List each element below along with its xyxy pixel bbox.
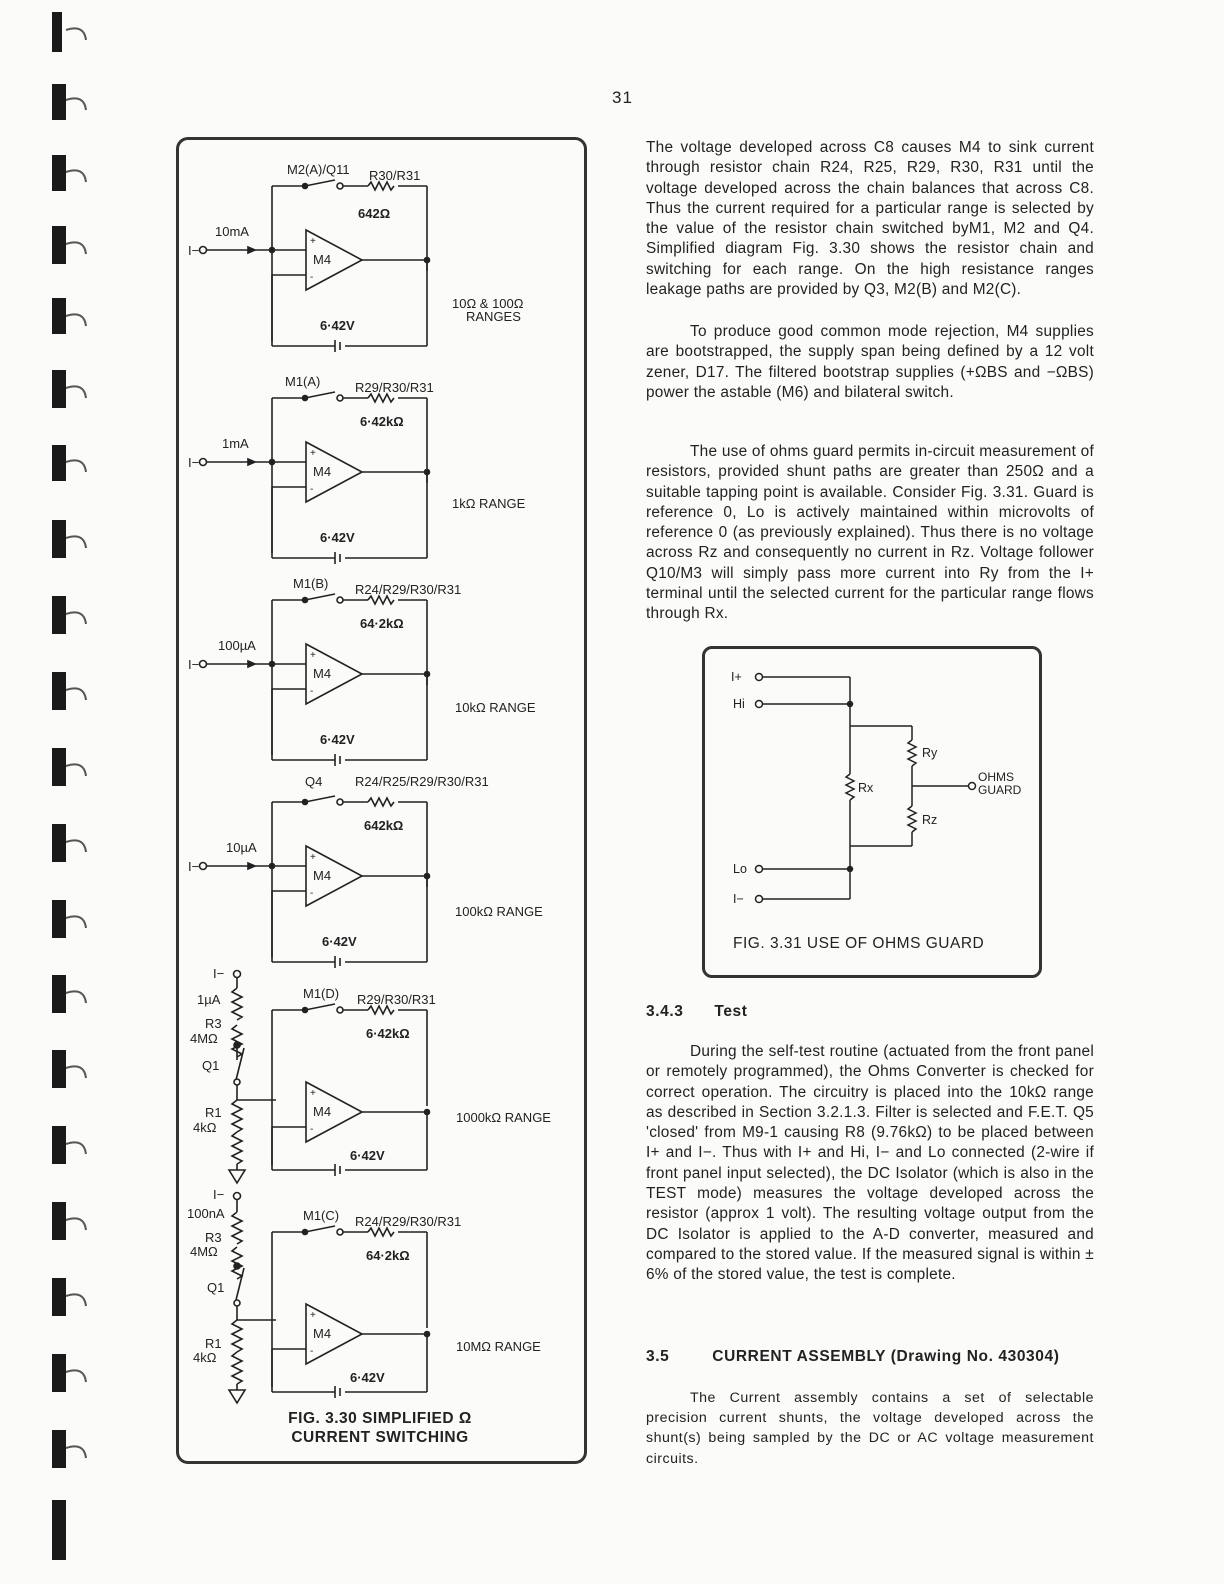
chain1-q1-label: Q1 xyxy=(202,1058,220,1073)
range-label: 100kΩ RANGE xyxy=(455,904,543,919)
op-amp-minus: - xyxy=(310,484,314,495)
range-label: 10MΩ RANGE xyxy=(456,1339,541,1354)
zener-voltage-label: 6·42V xyxy=(322,934,357,949)
guard-label-1: OHMS xyxy=(978,770,1014,784)
paragraph-current-assembly: The Current assembly contains a set of selectable precision current shunts, the voltage developed across the shunt(s) being sampled by the DC or AC voltage measurement circuits. xyxy=(646,1390,1094,1467)
chain2-q1-label: Q1 xyxy=(207,1280,225,1295)
section-number: 3.5 xyxy=(646,1348,670,1365)
paragraph-bootstrap: To produce good common mode rejection, M4 supplies are bootstrapped, the supply span being defined by a 12 volt zener, D17. The filtered bootstrap supplies (+ΩBS and −ΩBS) power the astable (M6) and bilateral switch. xyxy=(646,323,1094,401)
op-amp-label: M4 xyxy=(313,666,332,681)
section-3-4-3-heading xyxy=(646,1003,748,1021)
switch-label: M1(C) xyxy=(303,1208,340,1223)
resistor-chain xyxy=(368,1228,394,1236)
resistance-value: 64·2kΩ xyxy=(360,616,404,631)
range-label-2: RANGES xyxy=(466,309,521,324)
terminal-lo: Lo xyxy=(733,862,747,876)
op-amp-plus: + xyxy=(310,1310,316,1321)
op-amp-minus: - xyxy=(310,1346,314,1357)
chain1-r1-value: 4kΩ xyxy=(193,1120,217,1135)
resistor-ids-label: R24/R29/R30/R31 xyxy=(355,1214,462,1229)
input-terminal-label: I− xyxy=(188,657,200,672)
resistor-ids-label: R29/R30/R31 xyxy=(357,992,436,1007)
op-amp-label: M4 xyxy=(313,868,332,883)
resistor-ids-label: R24/R29/R30/R31 xyxy=(355,582,462,597)
switch-label: M1(D) xyxy=(303,986,340,1001)
chain1-terminal-label: I− xyxy=(213,966,225,981)
figure-3-31-caption: FIG. 3.31 USE OF OHMS GUARD xyxy=(733,935,985,952)
input-current-label: 10mA xyxy=(215,224,249,239)
resistor-rz-label: Rz xyxy=(922,813,938,827)
op-amp-label: M4 xyxy=(313,1104,332,1119)
chain1-r3-label: R3 xyxy=(205,1016,222,1031)
op-amp-label: M4 xyxy=(313,252,332,267)
terminal-hi: Hi xyxy=(733,697,745,711)
resistance-value: 642kΩ xyxy=(364,818,404,833)
input-terminal-label: I− xyxy=(188,859,200,874)
chain2-r1-label: R1 xyxy=(205,1336,222,1351)
input-terminal-label: I− xyxy=(188,455,200,470)
resistor-ids-label: R30/R31 xyxy=(369,168,421,183)
chain2-r1-value: 4kΩ xyxy=(193,1350,217,1365)
guard-label-2: GUARD xyxy=(978,783,1022,797)
op-amp-minus: - xyxy=(310,888,314,899)
resistor-ry-label: Ry xyxy=(922,746,938,760)
op-amp-minus: - xyxy=(310,686,314,697)
caption-line-2: CURRENT SWITCHING xyxy=(291,1429,469,1446)
zener-voltage-label: 6·42V xyxy=(320,318,355,333)
input-current-label: 10µA xyxy=(226,840,257,855)
section-number: 3.4.3 xyxy=(646,1003,684,1020)
chain1-current-label: 1µA xyxy=(197,992,221,1007)
resistor-ids-label: R24/R25/R29/R30/R31 xyxy=(355,774,489,789)
range-label: 10Ω & 100Ω xyxy=(452,296,524,311)
switch-pivot xyxy=(337,1007,343,1013)
range-label: 1kΩ RANGE xyxy=(452,496,526,511)
switch-label: M1(B) xyxy=(293,576,329,591)
section-3-5-heading xyxy=(646,1348,1059,1366)
figure-3-30-caption xyxy=(260,1409,500,1447)
paragraph-ohms-guard: The use of ohms guard permits in-circuit measurement of resistors, provided shunt paths are greater than 250Ω and a suitable tapping point is available. Consider Fig. 3.31. Guard is reference 0, Lo is actively maintained within microvolts of reference 0 (as previously explained). Thus there is no voltage across Rz and consequently no current in Rz. Voltage follower Q10/M3 will simply pass more current into Ry from the I+ terminal until the selected current for the particular range flows through Rx. xyxy=(646,443,1094,623)
range-label: 10kΩ RANGE xyxy=(455,700,536,715)
zener-voltage-label: 6·42V xyxy=(320,732,355,747)
op-amp-plus: + xyxy=(310,1088,316,1099)
zener-voltage-label: 6·42V xyxy=(350,1148,385,1163)
switch-pivot xyxy=(337,1229,343,1235)
op-amp-label: M4 xyxy=(313,464,332,479)
resistor-chain xyxy=(368,1006,394,1014)
terminal-i-plus: I+ xyxy=(731,670,742,684)
resistance-value: 6·42kΩ xyxy=(360,414,404,429)
resistance-value: 64·2kΩ xyxy=(366,1248,410,1263)
resistance-value: 6·42kΩ xyxy=(366,1026,410,1041)
range-label: 1000kΩ RANGE xyxy=(456,1110,551,1125)
section-title: CURRENT ASSEMBLY (Drawing No. 430304) xyxy=(712,1348,1060,1365)
zener-voltage-label: 6·42V xyxy=(350,1370,385,1385)
op-amp-label: M4 xyxy=(313,1326,332,1341)
terminal-i-minus: I− xyxy=(733,892,744,906)
input-terminal-label: I− xyxy=(188,243,200,258)
current-source-chain-1 xyxy=(229,971,276,1184)
chain2-r3-value: 4MΩ xyxy=(190,1244,218,1259)
chain1-r3-value: 4MΩ xyxy=(190,1031,218,1046)
chain2-r3-label: R3 xyxy=(205,1230,222,1245)
resistor-rx-label: Rx xyxy=(858,781,874,795)
chain2-terminal-label: I− xyxy=(213,1187,225,1202)
input-current-label: 1mA xyxy=(222,436,249,451)
op-amp-minus: - xyxy=(310,1124,314,1135)
op-amp-plus: + xyxy=(310,650,316,661)
section-title: Test xyxy=(714,1003,748,1020)
switch-label: M2(A)/Q11 xyxy=(287,162,350,177)
current-source-chain-2 xyxy=(229,1193,276,1404)
zener-voltage-label: 6·42V xyxy=(320,530,355,545)
chain2-current-label: 100nA xyxy=(187,1206,225,1221)
paragraph-voltage: The voltage developed across C8 causes M4 to sink current through resistor chain R24, R25, R29, R30, R31 until the voltage developed across the chain balances that across C8. Thus the current required for a particular range is selected by the value of the resistor chain switched byM1, M2 and Q4. Simplified diagram Fig. 3.30 shows the resistor chain and switching for each range. On the high resistance ranges leakage paths are provided by Q3, M2(B) and M2(C). xyxy=(646,139,1094,299)
resistor-ids-label: R29/R30/R31 xyxy=(355,380,434,395)
input-current-label: 100µA xyxy=(218,638,256,653)
paragraph-self-test: During the self-test routine (actuated from the front panel or remotely programmed), the Ohms Converter is checked for correct operation. The circuitry is placed into the 10kΩ range as described in Section 3.2.1.3. Filter is selected and F.E.T. Q5 'closed' from M9-1 causing R8 (9.76kΩ) to be placed between I+ and I−. Thus with I+ and Hi, I− and Lo connected (2-wire if front panel input selected), the DC Isolator (which is also in the TEST mode) measures the voltage developed across the resistor (approx 1 volt). The resulting voltage output from the DC Isolator is applied to the A-D converter, measured and compared to the stored value. If the measured signal is within ± 6% of the stored value, the test is complete. xyxy=(646,1043,1094,1284)
resistance-value: 642Ω xyxy=(358,206,391,221)
page-number: 31 xyxy=(612,88,633,107)
chain1-r1-label: R1 xyxy=(205,1105,222,1120)
op-amp-plus: + xyxy=(310,852,316,863)
switch-label: Q4 xyxy=(305,774,323,789)
op-amp-minus: - xyxy=(310,272,314,283)
switch-label: M1(A) xyxy=(285,374,321,389)
op-amp-plus: + xyxy=(310,448,316,459)
op-amp-plus: + xyxy=(310,236,316,247)
caption-line-1: FIG. 3.30 SIMPLIFIED Ω xyxy=(288,1410,472,1427)
